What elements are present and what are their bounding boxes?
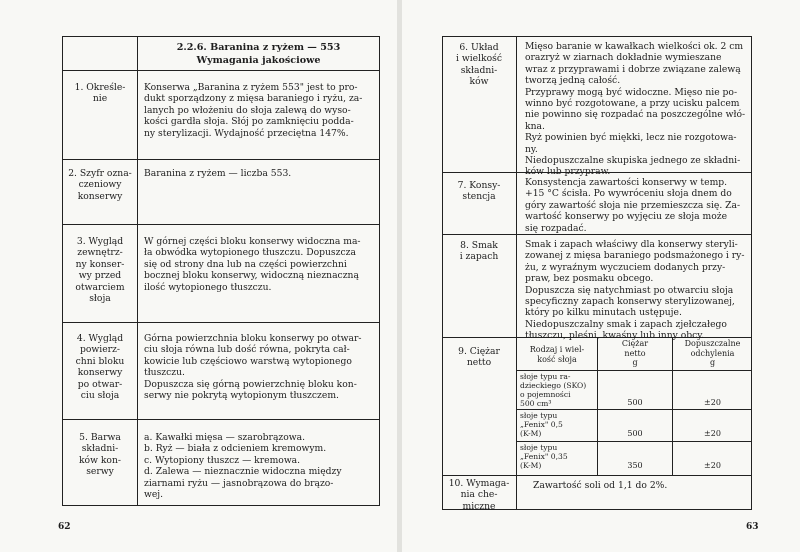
weights-row-1-jar: słoje typu ra- dzieckiego (SKO) o pojemności 500 cm³	[520, 372, 587, 408]
row-label-8: 8. Smak i zapach	[459, 240, 499, 263]
row-text-10: Zawartość soli od 1,1 do 2%.	[533, 480, 668, 491]
row-text-2: Baranina z ryżem — liczba 553.	[144, 168, 292, 179]
weights-row-2-jar: słoje typu „Fenix" 0,5 (K-M)	[520, 411, 563, 438]
weights-row-3-jar: słoje typu „Fenix" 0,35 (K-M)	[520, 443, 568, 470]
row-label-1: 1. Określe- nie	[74, 82, 126, 105]
row-label-10: 10. Wymaga- nia che- miczne	[448, 478, 510, 512]
row-label-6: 6. Układ i wielkość składni- ków	[456, 42, 502, 88]
row-text-1: Konserwa „Baranina z ryżem 553" jest to pro- dukt sporządzony z mięsa baraniego i ryżu, za- lanych po włożeniu do słoja zalewą do wyso- kości gardła słoja. Słój po zamknięciu podda- ny sterylizacji. Wydajność przeciętna 147%.	[144, 82, 363, 139]
row-text-8: Smak i zapach właściwy dla konserwy steryli- zowanej z mięsa baraniego podsmażonego i ry- żu, z wyraźnym wyczuciem dodanych przy- praw, bez posmaku obcego. Dopuszcza się natychmiast po otwarciu słoja specyficzny zapach konserwy sterylizowanej, który po kilku minutach ustępuje. Niedopuszczalny smak i zapach zjełczałego tłuszczu, pleśni, kwaśny lub inny obcy.	[525, 239, 745, 342]
row-label-5: 5. Barwa składni- ków kon- serwy	[78, 432, 121, 478]
weights-row-1-net: 500	[627, 398, 643, 407]
row-text-7: Konsystencja zawartości konserwy w temp. +15 °C ścisła. Po wywróceniu słoja dnem do góry zawartość słoja nie przemieszcza się. Za- wartość konserwy po wyjęciu ze słoja może się rozpadać.	[525, 177, 741, 234]
weights-row-1-tolerance: ±20	[704, 398, 721, 407]
weights-row-3-tolerance: ±20	[704, 461, 721, 470]
row-label-9: 9. Ciężar netto	[458, 346, 500, 369]
weights-header-jar: Rodzaj i wiel- kość słoja	[529, 345, 585, 364]
row-label-3: 3. Wygląd zewnętrz- ny konser- wy przed otwarciem słoja	[75, 236, 125, 305]
row-label-7: 7. Konsy- stencja	[457, 180, 501, 203]
row-label-4: 4. Wygląd powierz- chni bloku konserwy po otwar- ciu słoja	[75, 333, 125, 402]
page-number-right: 63	[746, 522, 759, 532]
weights-row-2-net: 500	[627, 429, 643, 438]
section-subtitle: Wymagania jakościowe	[196, 55, 321, 66]
row-text-3: W górnej części bloku konserwy widoczna ma- ła obwódka wytopionego tłuszczu. Dopuszcza się od strony dna lub na części powierzchni bocznej bloku konserwy, widoczną nieznaczną ilość wytopionego tłuszczu.	[144, 236, 361, 293]
weights-header-tolerance: Dopuszczalne odchylenia g	[684, 339, 741, 367]
row-text-6: Mięso baranie w kawałkach wielkości ok. 2 cm orazryż w ziarnach dokładnie wymieszane wraz z przyprawami i dobrze związane zalewą tworzą jedną całość. Przyprawy mogą być widoczne. Mięso nie po- winno być rozgotowane, a przy ucisku palcem nie powinno się rozpadać na poszczególne włó- kna. Ryż powinien być miękki, lecz nie rozgotowa- ny. Niedopuszczalne skupiska jednego ze składni- ków lub przypraw.	[525, 41, 746, 178]
row-text-4: Górna powierzchnia bloku konserwy po otwar- ciu słoja równa lub dość równa, pokryta cał- kowicie lub częściowo warstwą wytopionego tłuszczu. Dopuszcza się górną powierzchnię bloku kon- serwy nie pokrytą wytopionym tłuszczem.	[144, 333, 362, 402]
row-text-5: a. Kawałki mięsa — szarobrązowa. b. Ryż — biała z odcieniem kremowym. c. Wytopiony tłuszcz — kremowa. d. Zalewa — nieznacznie widoczna między ziarnami ryżu — jasnobrązowa do brązo- wej.	[144, 432, 342, 501]
weights-row-2-tolerance: ±20	[704, 429, 721, 438]
weights-row-3-net: 350	[627, 461, 643, 470]
section-title: 2.2.6. Baranina z ryżem — 553	[176, 42, 341, 53]
weights-header-net: Ciężar netto g	[621, 339, 649, 367]
row-label-2: 2. Szyfr ozna- czeniowy konserwy	[68, 168, 132, 202]
page-number-left: 62	[58, 522, 71, 532]
